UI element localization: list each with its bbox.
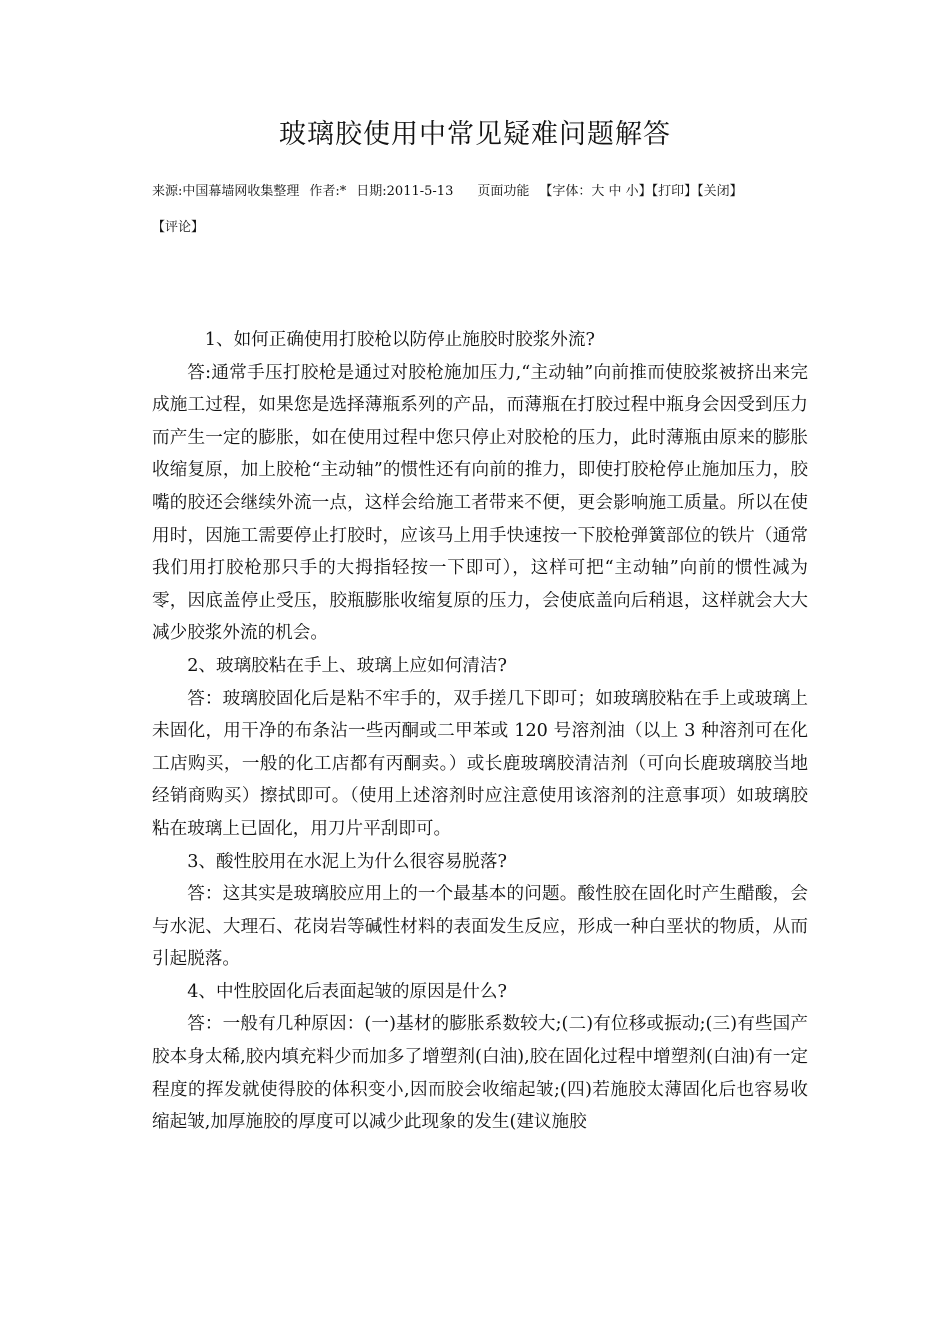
meta-page-functions: 页面功能 [477,184,530,199]
font-size-control[interactable]: 【字体：大 中 小】 [539,184,652,199]
answer-4: 答：一般有几种原因：(一)基材的膨胀系数较大;(二)有位移或振动;(三)有些国产胶本身太稀,胶内填充料少而加多了增塑剂(白油),胶在固化过程中增塑剂(白油)有一定程度的挥发就使得胶的体积变小,因而胶会收缩起皱;(四)若施胶太薄固化后也容易收缩起皱,加厚施胶的厚度可以减少此现象的发生(建议施胶 [152,1014,808,1133]
comment-link[interactable]: 【评论】 [152,220,205,235]
close-link[interactable]: 【关闭】 [697,184,743,199]
answer-2: 答：玻璃胶固化后是粘不牢手的，双手搓几下即可；如玻璃胶粘在手上或玻璃上未固化，用干净的布条沾一些丙酮或二甲苯或 120 号溶剂油（以上 3 种溶剂可在化工店购买，一般的化工店都有丙酮卖。）或长鹿玻璃胶清洁剂（可向长鹿玻璃胶当地经销商购买）擦拭即可。（使用上述溶剂时应注意使用该溶剂的注意事项）如玻璃胶粘在玻璃上已固化，用刀片平刮即可。 [152,688,808,839]
answer-1: 答:通常手压打胶枪是通过对胶枪施加压力,“主动轴”向前推而使胶浆被挤出来完成施工过程，如果您是选择薄瓶系列的产品，而薄瓶在打胶过程中瓶身会因受到压力而产生一定的膨胀，如在使用过程中您只停止对胶枪的压力，此时薄瓶由原来的膨胀收缩复原，加上胶枪“主动轴”的惯性还有向前的推力，即使打胶枪停止施加压力，胶嘴的胶还会继续外流一点，这样会给施工者带来不便，更会影响施工质量。所以在使用时，因施工需要停止打胶时，应该马上用手快速按一下胶枪弹簧部位的铁片（通常我们用打胶枪那只手的大拇指轻按一下即可），这样可把“主动轴”向前的惯性减为零，因底盖停止受压，胶瓶膨胀收缩复原的压力，会使底盖向后稍退，这样就会大大减少胶浆外流的机会。 [152,362,808,644]
question-4: 4、中性胶固化后表面起皱的原因是什么? [187,981,507,1002]
meta-source: 来源:中国幕墙网收集整理 [152,184,300,199]
answer-3: 答：这其实是玻璃胶应用上的一个最基本的问题。酸性胶在固化时产生醋酸，会与水泥、大理石、花岗岩等碱性材料的表面发生反应，形成一种白垩状的物质，从而引起脱落。 [152,884,808,970]
question-3: 3、酸性胶用在水泥上为什么很容易脱落? [187,851,507,872]
article-body [152,324,808,1139]
question-1: 1、如何正确使用打胶枪以防停止施胶时胶浆外流? [204,330,595,350]
page-title: 玻璃胶使用中常见疑难问题解答 [279,119,671,150]
meta-date: 日期:2011-5-13 [356,184,454,199]
question-2: 2、玻璃胶粘在手上、玻璃上应如何清洁? [187,655,507,676]
print-link[interactable]: 【打印】 [651,184,698,199]
meta-author: 作者:* [309,184,347,199]
article-meta [152,182,812,202]
